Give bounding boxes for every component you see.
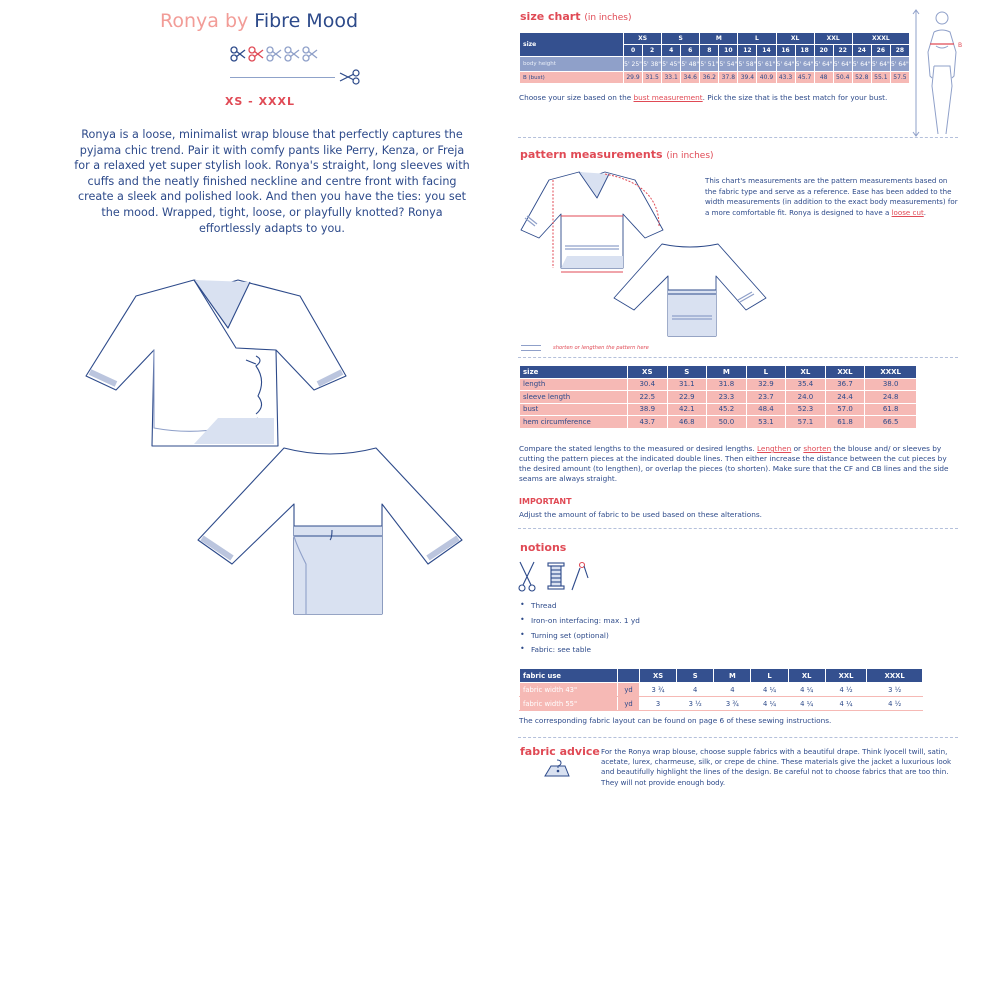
pattern-row-label: hem circumference [520, 416, 628, 429]
body-height-label: body height [520, 57, 624, 72]
body-measurement-figure [910, 6, 970, 138]
pattern-value: 22.5 [628, 391, 668, 404]
fabric-amount: 4 ½ [825, 683, 867, 697]
fabric-layout-note: The corresponding fabric layout can be found on page 6 of these sewing instructions. [519, 716, 832, 725]
pattern-value: 31.8 [707, 378, 747, 391]
size-number: 28 [890, 45, 909, 57]
fabric-width-label: fabric width 55" [520, 697, 618, 711]
fabric-table-header: L [751, 669, 788, 683]
fabric-amount: 4 ¼ [788, 697, 825, 711]
fabric-table-header: XS [640, 669, 677, 683]
pattern-row-label: bust [520, 403, 628, 416]
size-chart-subtitle: (in inches) [584, 13, 632, 23]
pattern-measurements-text [705, 176, 959, 218]
body-height-value: 5' 64" [776, 57, 795, 72]
body-height-value: 5' 64" [871, 57, 890, 72]
fabric-unit: yd [618, 683, 640, 697]
scissors-decoration-icon [228, 44, 318, 64]
pattern-value: 57.0 [825, 403, 865, 416]
fabric-amount: 3 [640, 697, 677, 711]
loose-cut-link[interactable]: loose cut [891, 207, 924, 217]
size-number: 4 [662, 45, 681, 57]
pattern-measurements-table [519, 365, 917, 429]
fabric-use-table [519, 668, 923, 711]
pattern-value: 43.7 [628, 416, 668, 429]
blouse-front-illustration [78, 268, 358, 458]
fabric-advice-title: fabric advice [520, 745, 600, 758]
intro-paragraph: Ronya is a loose, minimalist wrap blouse that perfectly captures the pyjama chic trend. Pair it with comfy pants like Perry, Kenza, or Freja for a relaxed yet super stylish look. Ronya's straight, long sleeves with cuffs and the neatly finished neckline and centre front with facing create a sleek and polished look. And then you have the ties: you set the mood. Wrapped, tight, loose, or playfully knotted? Ronya effortlessly adapts to you. [74, 128, 470, 235]
bust-value: 34.6 [681, 72, 700, 84]
notion-item: • Fabric: see table [519, 645, 719, 660]
pattern-measurements-subtitle: (in inches) [666, 151, 714, 161]
body-height-value: 5' 64" [833, 57, 852, 72]
notions-list [519, 601, 719, 660]
size-number: 10 [719, 45, 738, 57]
fabric-amount: 4 [714, 683, 751, 697]
pattern-value: 57.1 [786, 416, 826, 429]
important-label: IMPORTANT [519, 497, 572, 506]
pattern-value: 22.9 [667, 391, 707, 404]
size-number: 26 [871, 45, 890, 57]
pattern-table-header: XL [786, 366, 826, 379]
scissors-icon [519, 562, 535, 591]
size-group-header: XS [624, 33, 662, 45]
body-height-value: 5' 38" [643, 57, 662, 72]
size-number: 8 [700, 45, 719, 57]
size-number: 2 [643, 45, 662, 57]
fabric-table-header: S [677, 669, 714, 683]
bust-value: 31.5 [643, 72, 662, 84]
size-group-header: M [700, 33, 738, 45]
body-height-value: 5' 51" [700, 57, 719, 72]
fabric-swatch-icon [543, 758, 571, 778]
bust-value: 39.4 [738, 72, 757, 84]
pattern-value: 38.0 [865, 378, 917, 391]
compare-text-2: or [791, 444, 804, 453]
pattern-row-label: length [520, 378, 628, 391]
body-height-value: 5' 45" [662, 57, 681, 72]
body-height-value: 5' 64" [814, 57, 833, 72]
fabric-amount: 3 ¾ [640, 683, 677, 697]
bust-value: 48 [814, 72, 833, 84]
pattern-table-header: L [746, 366, 786, 379]
notions-title: notions [520, 541, 567, 554]
table-row [520, 391, 917, 404]
bust-value: 45.7 [795, 72, 814, 84]
fabric-table-header: XL [788, 669, 825, 683]
body-height-value: 5' 58" [738, 57, 757, 72]
bust-value: 29.9 [624, 72, 643, 84]
table-row [520, 378, 917, 391]
bust-value: 52.8 [852, 72, 871, 84]
size-number: 12 [738, 45, 757, 57]
notion-item: • Iron-on interfacing: max. 1 yd [519, 616, 719, 631]
size-group-header: XXL [814, 33, 852, 45]
bust-label: B (bust) [520, 72, 624, 84]
size-group-header: S [662, 33, 700, 45]
notion-item: • Turning set (optional) [519, 631, 719, 646]
compare-text-1: Compare the stated lengths to the measured or desired lengths. [519, 444, 757, 453]
pattern-value: 52.3 [786, 403, 826, 416]
size-chart-table [519, 32, 910, 84]
pattern-text-end: . [923, 207, 926, 217]
fabric-width-label: fabric width 43" [520, 683, 618, 697]
size-range: XS - XXXL [224, 95, 296, 108]
section-divider [518, 137, 958, 138]
pattern-value: 24.8 [865, 391, 917, 404]
pattern-table-header: M [707, 366, 747, 379]
table-row [520, 697, 923, 711]
size-number: 6 [681, 45, 700, 57]
pattern-table-header: S [667, 366, 707, 379]
compare-lengths-text [519, 444, 959, 484]
pattern-value: 23.3 [707, 391, 747, 404]
body-height-value: 5' 25" [624, 57, 643, 72]
section-divider [518, 737, 958, 738]
fabric-amount: 4 ¼ [788, 683, 825, 697]
fabric-amount: 4 ½ [867, 697, 923, 711]
bust-value: 55.1 [871, 72, 890, 84]
size-chart-note [519, 93, 919, 102]
size-number: 0 [624, 45, 643, 57]
pattern-value: 61.8 [825, 416, 865, 429]
size-number: 16 [776, 45, 795, 57]
fabric-amount: 4 ¼ [825, 697, 867, 711]
pattern-value: 61.8 [865, 403, 917, 416]
lengthen-link[interactable]: Lengthen [756, 444, 792, 453]
pattern-value: 32.9 [746, 378, 786, 391]
pattern-value: 38.9 [628, 403, 668, 416]
fabric-table-header: XXXL [867, 669, 923, 683]
body-height-value: 5' 54" [719, 57, 738, 72]
body-height-value: 5' 48" [681, 57, 700, 72]
double-line-icon [521, 345, 541, 351]
pattern-value: 24.4 [825, 391, 865, 404]
table-row [520, 416, 917, 429]
blouse-back-illustration [196, 434, 466, 624]
pattern-measurements-title-text: pattern measurements [520, 148, 663, 161]
size-group-header: XXXL [852, 33, 909, 45]
pattern-back-diagram [612, 236, 768, 340]
pattern-value: 42.1 [667, 403, 707, 416]
pattern-measurements-title [520, 148, 714, 161]
fabric-amount: 4 ¼ [751, 697, 788, 711]
size-group-header: XL [776, 33, 814, 45]
pattern-table-header: XXL [825, 366, 865, 379]
pattern-row-label: sleeve length [520, 391, 628, 404]
size-note-text: Choose your size based on the [519, 93, 634, 102]
fabric-table-header: M [714, 669, 751, 683]
fabric-amount: 3 ½ [867, 683, 923, 697]
pin-icon [572, 563, 588, 591]
figure-bust-label: B [958, 42, 963, 49]
pattern-value: 23.7 [746, 391, 786, 404]
size-header: size [520, 33, 624, 57]
fabric-table-header [618, 669, 640, 683]
body-height-value: 5' 64" [795, 57, 814, 72]
bust-value: 50.4 [833, 72, 852, 84]
body-height-value: 5' 64" [852, 57, 871, 72]
section-divider [518, 528, 958, 529]
fabric-amount: 3 ¾ [714, 697, 751, 711]
pattern-value: 36.7 [825, 378, 865, 391]
fabric-table-header: XXL [825, 669, 867, 683]
fabric-amount: 4 ¼ [751, 683, 788, 697]
brand-name-part1: Ronya by [160, 10, 255, 32]
scissors-icon [337, 68, 361, 86]
body-height-value: 5' 64" [890, 57, 909, 72]
pattern-value: 46.8 [667, 416, 707, 429]
size-chart-title-text: size chart [520, 10, 581, 23]
size-chart-title [520, 10, 631, 23]
pattern-table-header: XXXL [865, 366, 917, 379]
pattern-value: 45.2 [707, 403, 747, 416]
brand-name-part2: Fibre Mood [254, 10, 359, 32]
important-text: Adjust the amount of fabric to be used based on these alterations. [519, 510, 762, 519]
notions-icons [518, 560, 590, 592]
bust-value: 36.2 [700, 72, 719, 84]
compare-text-3: the blouse and/ or sleeves by cutting the pattern pieces at the indicated double lines. Then either increase the distance between the cut pieces by the desired amount (to lengthen), or overlap the pieces (to shorten). Make sure that the CF and CB lines and the side seams are always straight. [519, 444, 949, 483]
pattern-table-header: size [520, 366, 628, 379]
fabric-advice-text: For the Ronya wrap blouse, choose supple fabrics with a beautiful drape. Think lyocell twill, satin, acetate, lurex, charmeuse, silk, or crepe de chine. These materials give the jacket a luxurious look and beautifully highlight the lines of the design. Be careful not to choose fabrics that are too thin. They will not provide enough body. [601, 747, 952, 787]
size-number: 18 [795, 45, 814, 57]
pattern-value: 50.0 [707, 416, 747, 429]
bust-value: 43.3 [776, 72, 795, 84]
pattern-value: 35.4 [786, 378, 826, 391]
brand-logo [160, 10, 400, 32]
bust-value: 37.8 [719, 72, 738, 84]
size-note-text-end: . Pick the size that is the best match for your bust. [702, 93, 888, 102]
pattern-value: 66.5 [865, 416, 917, 429]
divider-line [230, 77, 335, 78]
pattern-table-header: XS [628, 366, 668, 379]
table-row [520, 403, 917, 416]
pattern-value: 31.1 [667, 378, 707, 391]
notion-item: • Thread [519, 601, 719, 616]
pattern-text-main: This chart's measurements are the pattern measurements based on the fabric type and serve as a reference. Ease has been added to the width measurements (in addition to the exact body measurements) for a more comfortable fit. Ronya is designed to have a [705, 176, 958, 217]
section-divider [518, 357, 958, 358]
bust-value: 33.1 [662, 72, 681, 84]
size-group-header: L [738, 33, 776, 45]
table-row [520, 683, 923, 697]
pattern-value: 24.0 [786, 391, 826, 404]
bust-value: 57.5 [890, 72, 909, 84]
size-number: 20 [814, 45, 833, 57]
pattern-value: 30.4 [628, 378, 668, 391]
pattern-value: 48.4 [746, 403, 786, 416]
size-number: 22 [833, 45, 852, 57]
fabric-unit: yd [618, 697, 640, 711]
bust-measurement-link[interactable]: bust measurement [633, 93, 703, 102]
fabric-table-header: fabric use [520, 669, 618, 683]
body-height-value: 5' 61" [757, 57, 776, 72]
pattern-value: 53.1 [746, 416, 786, 429]
size-number: 14 [757, 45, 776, 57]
shorten-link[interactable]: shorten [803, 444, 832, 453]
shorten-lengthen-legend [521, 343, 691, 355]
bust-value: 40.9 [757, 72, 776, 84]
legend-text: shorten or lengthen the pattern here [553, 345, 649, 351]
thread-spool-icon [548, 563, 564, 589]
fabric-amount: 3 ½ [677, 697, 714, 711]
fabric-amount: 4 [677, 683, 714, 697]
size-number: 24 [852, 45, 871, 57]
